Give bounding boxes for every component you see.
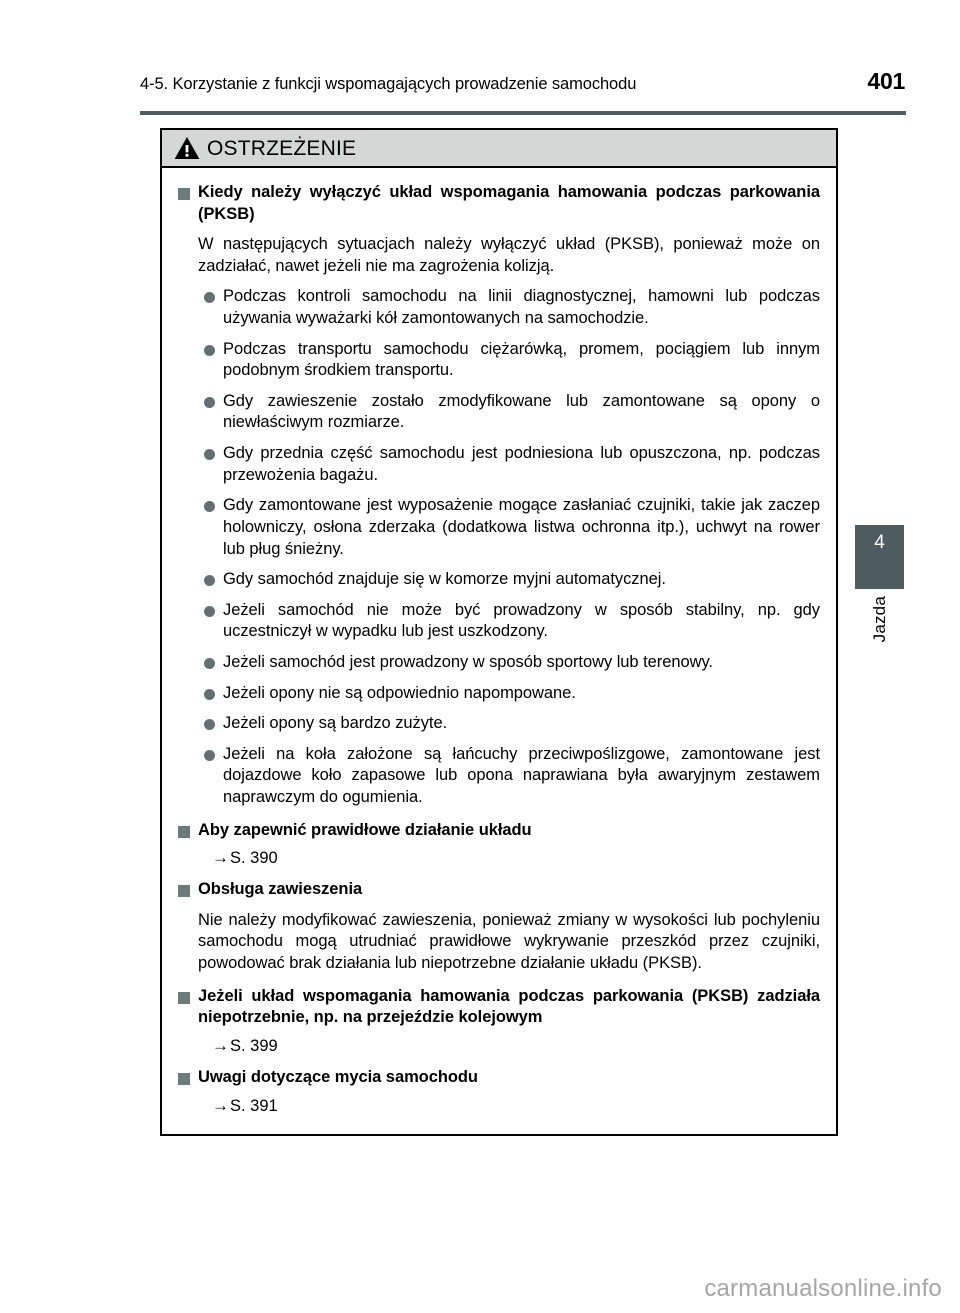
section-heading — [178, 986, 820, 1029]
arrow-right-icon: → — [212, 1035, 229, 1055]
dot-bullet-icon — [204, 501, 215, 512]
dot-bullet-icon — [204, 750, 215, 761]
chapter-tab — [855, 525, 904, 589]
list-item — [204, 652, 820, 674]
section-heading — [178, 182, 820, 225]
section-heading-text: Obsługa zawieszenia — [198, 880, 363, 899]
section-heading — [178, 879, 820, 901]
page-reference[interactable] — [212, 1097, 820, 1116]
arrow-right-icon: → — [212, 848, 229, 868]
section-heading-text: Uwagi dotyczące mycia samochodu — [198, 1067, 478, 1086]
list-item-text: Jeżeli samochód jest prowadzony w sposób sportowy lub terenowy. — [223, 652, 713, 671]
list-item-text: Podczas kontroli samochodu na linii diagnostycznej, hamowni lub podczas używania wyważarki kół zamontowanych na samochodzie. — [223, 287, 820, 328]
page-reference[interactable] — [212, 849, 820, 868]
list-item — [204, 744, 820, 809]
page-reference[interactable] — [212, 1037, 820, 1056]
dot-bullet-icon — [204, 575, 215, 586]
page-reference-text: S. 399 — [230, 1036, 278, 1055]
square-bullet-icon — [178, 885, 190, 897]
list-item-text: Jeżeli na koła założone są łańcuchy przeciwpoślizgowe, zamontowane jest dojazdowe koło zapasowe lub opona naprawiana była awaryjnym zestawem naprawczym do ogumienia. — [223, 744, 820, 807]
list-item — [204, 600, 820, 643]
list-item-text: Jeżeli opony nie są odpowiednio napompowane. — [223, 683, 576, 702]
list-item-text: Gdy przednia część samochodu jest podniesiona lub opuszczona, np. podczas przewożenia bagażu. — [223, 444, 820, 484]
arrow-right-icon: → — [212, 1095, 229, 1115]
list-item-text: Jeżeli samochód nie może być prowadzony w sposób stabilny, np. gdy uczestniczył w wypadku lub jest uszkodzony. — [223, 600, 820, 641]
dot-bullet-icon — [204, 719, 215, 730]
dot-bullet-icon — [204, 449, 215, 460]
list-item — [204, 443, 820, 486]
warning-box-header — [162, 130, 836, 168]
section-heading-text: Aby zapewnić prawidłowe działanie układu — [198, 820, 532, 839]
list-item — [204, 683, 820, 705]
chapter-label — [855, 596, 904, 706]
square-bullet-icon — [178, 992, 190, 1004]
warning-box — [160, 128, 838, 1136]
dot-bullet-icon — [204, 689, 215, 700]
warning-label: OSTRZEŻENIE — [207, 136, 357, 160]
dot-bullet-icon — [204, 345, 215, 356]
list-item — [204, 495, 820, 560]
section-heading-text: Jeżeli układ wspomagania hamowania podczas parkowania (PKSB) zadziała niepotrzebnie, np. na przejeździe kolejowym — [198, 986, 820, 1027]
list-item — [204, 713, 820, 735]
paragraph: Nie należy modyfikować zawieszenia, ponieważ zmiany w wysokości lub pochyleniu samochodu mogą utrudniać prawidłowe wykrywanie przeszkód przez czujniki, powodować brak działania lub niepotrzebne działanie układu (PKSB). — [198, 910, 820, 973]
watermark: carmanualsonline.info — [704, 1275, 942, 1302]
list-item — [204, 569, 820, 591]
page-header — [140, 68, 905, 95]
dot-bullet-icon — [204, 606, 215, 617]
list-item-text: Gdy zamontowane jest wyposażenie mogące zasłaniać czujniki, takie jak zaczep holowniczy, osłona zderzaka (dodatkowa listwa ochronna itp.), uchwyt na rower lub pług śnieżny. — [223, 496, 820, 558]
page-number: 401 — [867, 68, 905, 94]
list-item — [204, 339, 820, 382]
chapter-label-text: Jazda — [869, 596, 889, 643]
section-heading-text: Kiedy należy wyłączyć układ wspomagania hamowania podczas parkowania (PKSB) — [198, 183, 820, 223]
list-item — [204, 391, 820, 434]
section-heading — [178, 1067, 820, 1089]
dot-bullet-icon — [204, 397, 215, 408]
dot-bullet-icon — [204, 292, 215, 303]
warning-box-body — [162, 168, 836, 1134]
chapter-number: 4 — [874, 532, 885, 553]
dot-bullet-icon — [204, 658, 215, 669]
square-bullet-icon — [178, 188, 190, 200]
header-divider — [140, 111, 906, 115]
square-bullet-icon — [178, 1073, 190, 1085]
section-heading — [178, 820, 820, 842]
page-title: 4-5. Korzystanie z funkcji wspomagających prowadzenie samochodu — [140, 75, 637, 93]
paragraph: W następujących sytuacjach należy wyłączyć układ (PKSB), ponieważ może on zadziałać, nawet jeżeli nie ma zagrożenia kolizją. — [198, 235, 820, 275]
page-reference-text: S. 391 — [230, 1096, 278, 1115]
list-item-text: Gdy zawieszenie zostało zmodyfikowane lub zamontowane są opony o niewłaściwym rozmiarze. — [223, 391, 820, 432]
list-item-text: Gdy samochód znajduje się w komorze myjni automatycznej. — [223, 570, 666, 589]
page-reference-text: S. 390 — [230, 849, 278, 868]
square-bullet-icon — [178, 826, 190, 838]
list-item-text: Podczas transportu samochodu ciężarówką, promem, pociągiem lub innym podobnym środkiem transportu. — [223, 339, 820, 380]
warning-triangle-icon — [174, 136, 200, 160]
list-item — [204, 286, 820, 329]
list-item-text: Jeżeli opony są bardzo zużyte. — [223, 714, 448, 733]
